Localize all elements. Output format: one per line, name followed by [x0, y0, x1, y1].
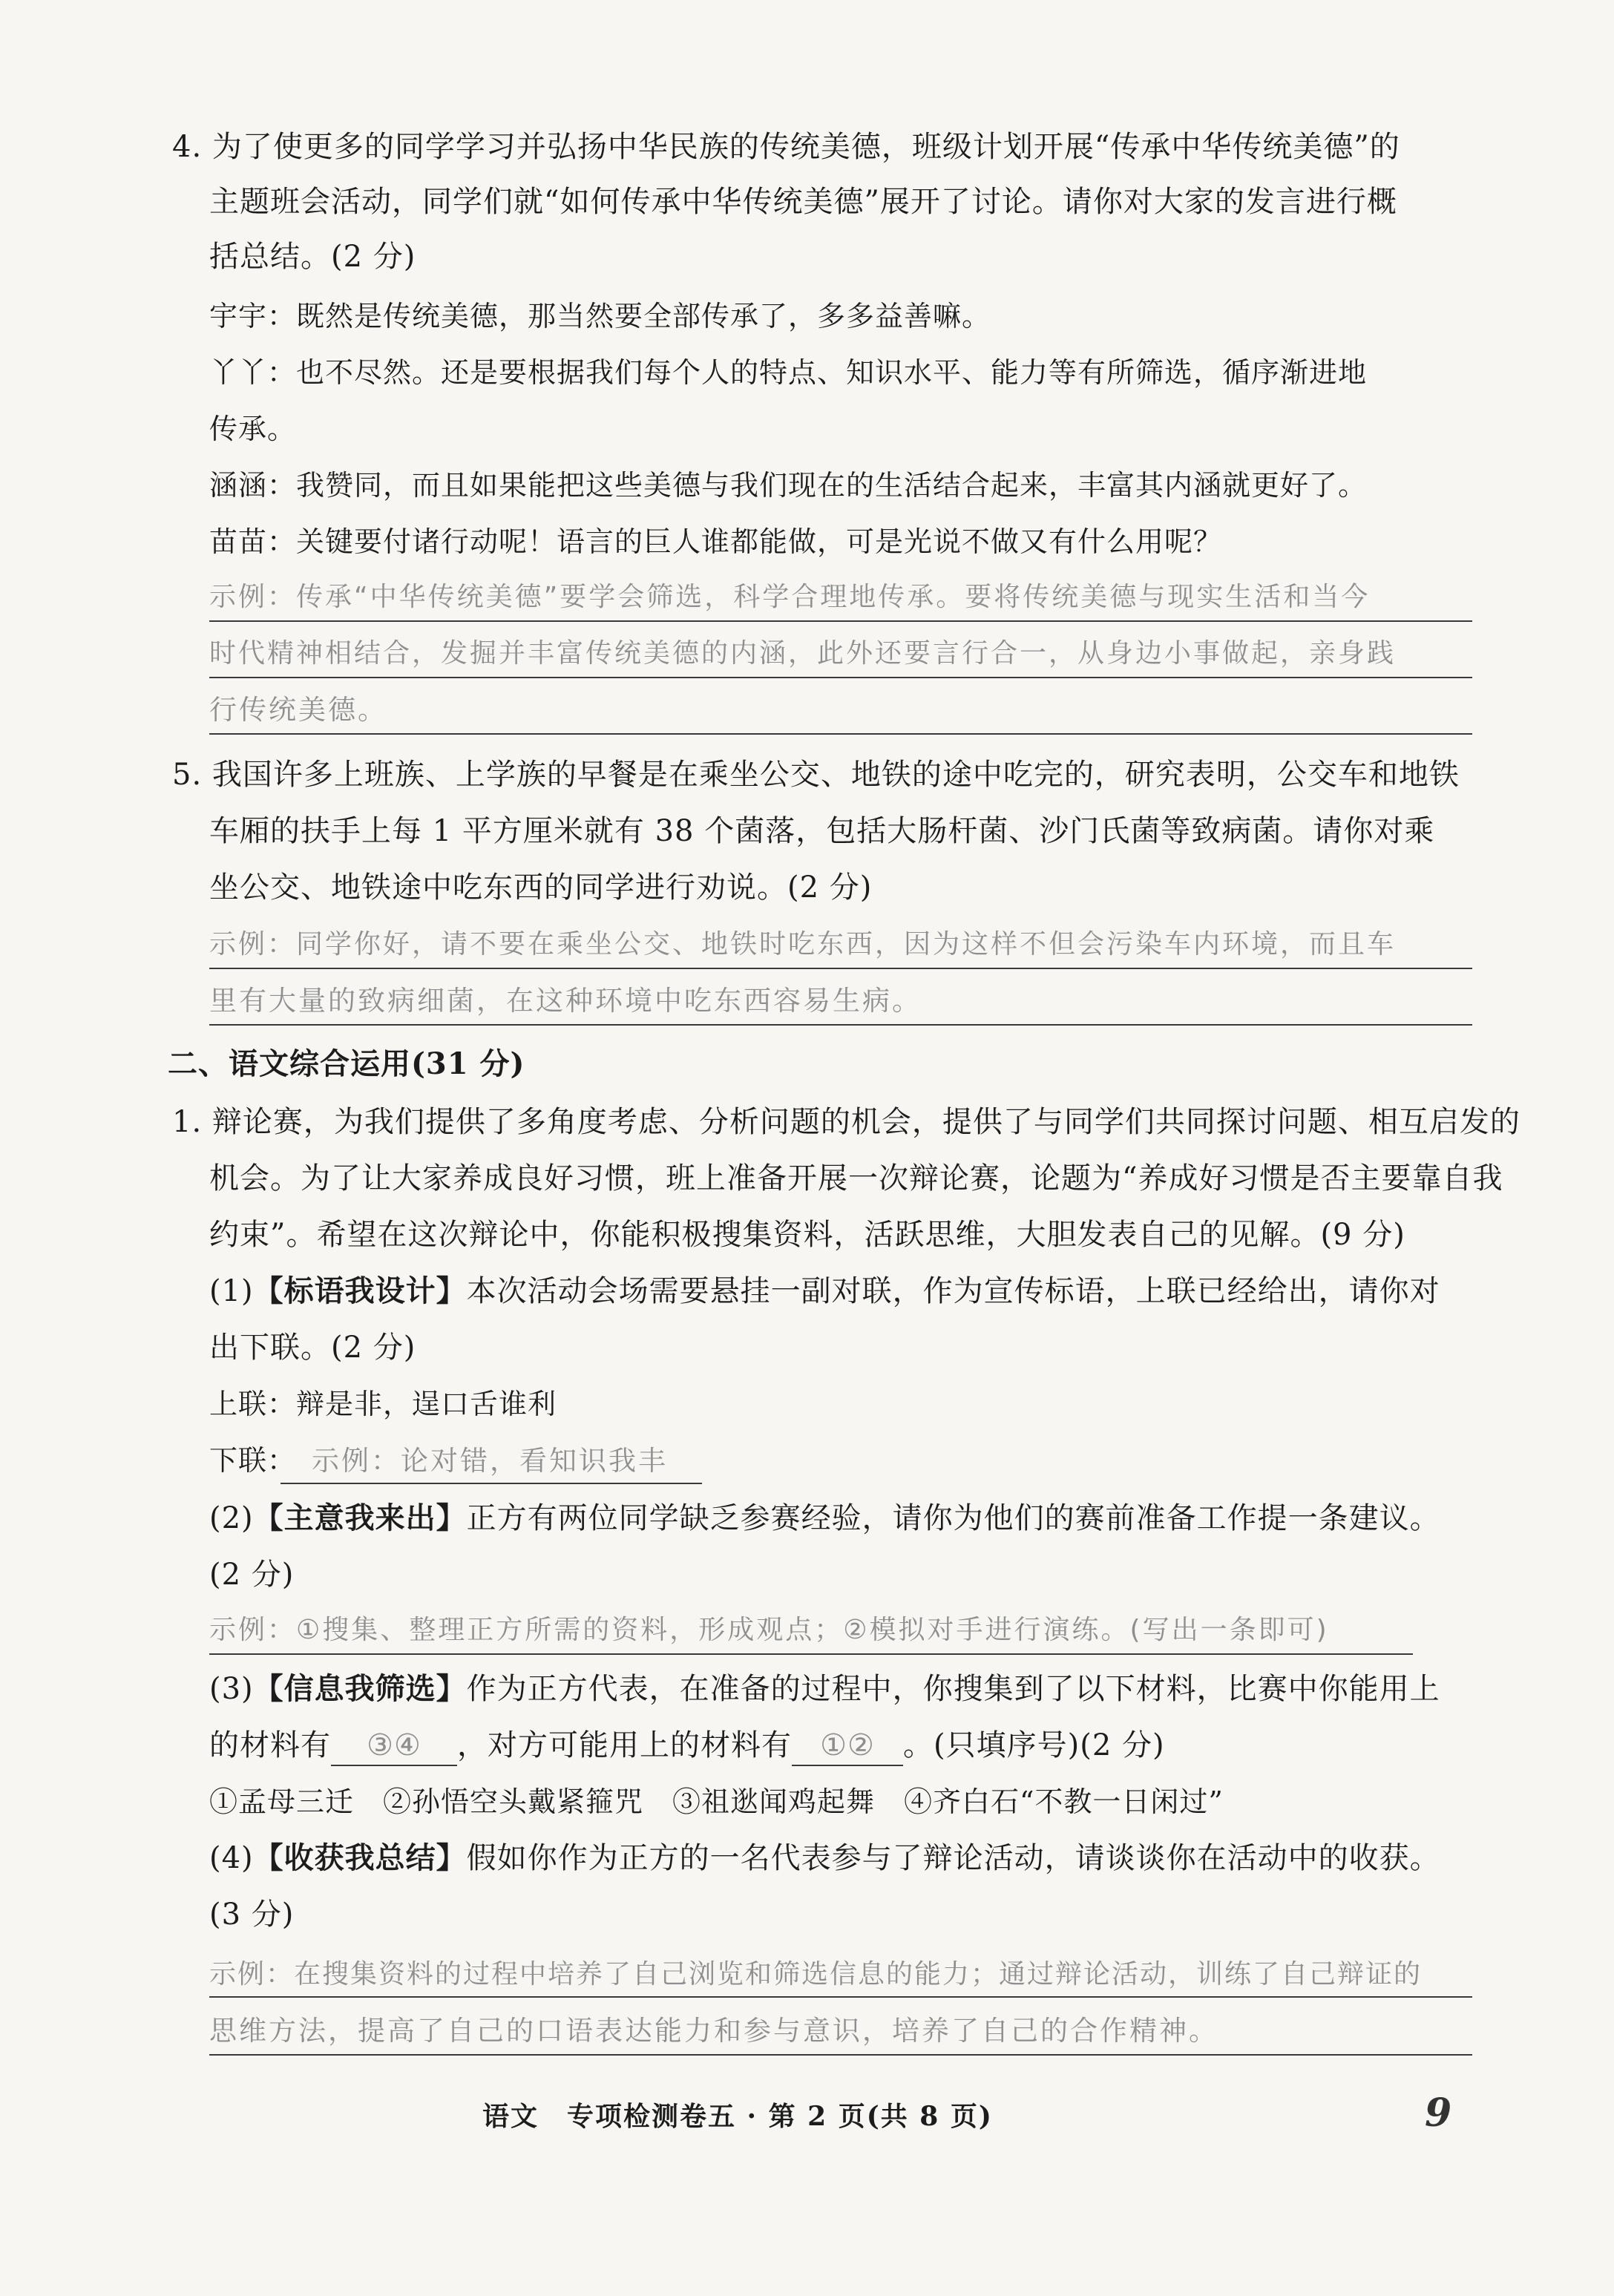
q5-answer-rule-2 [209, 1024, 1472, 1026]
s2q1-part3-blanks [209, 1726, 1165, 1766]
s2q1-part1-prompt [209, 1272, 1440, 1311]
q4-dialog-hanhan: 涵涵：我赞同，而且如果能把这些美德与我们现在的生活结合起来，丰富其内涵就更好了。 [209, 469, 1368, 502]
s2q1-part4-prompt [209, 1839, 1440, 1877]
part2-number: (2) [209, 1501, 254, 1535]
q4-answer-line-3: 行传统美德。 [209, 694, 387, 726]
q4-line-3: 括总结。(2 分) [209, 240, 416, 274]
page-number: 9 [1425, 2090, 1452, 2136]
s2q1-part2-prompt [209, 1499, 1440, 1538]
part2-text: 正方有两位同学缺乏参赛经验，请你为他们的赛前准备工作提一条建议。 [466, 1501, 1440, 1535]
part4-answer-rule-1 [209, 1996, 1472, 1998]
q4-answer-rule-1 [209, 620, 1472, 622]
part1-tag: 【标语我设计】 [253, 1273, 467, 1308]
part1-text: 本次活动会场需要悬挂一副对联，作为宣传标语，上联已经给出，请你对 [466, 1274, 1440, 1308]
part3-text-c: 。(只填序号)(2 分) [903, 1728, 1165, 1762]
page-footer: 语文 专项检测卷五 · 第 2 页(共 8 页) [482, 2101, 993, 2132]
part2-answer-rule [209, 1653, 1413, 1655]
q4-answer-rule-3 [209, 733, 1472, 735]
q4-dialog-yaya-cont: 传承。 [209, 413, 297, 445]
part4-answer-line-2: 思维方法，提高了自己的口语表达能力和参与意识，培养了自己的合作精神。 [209, 2015, 1218, 2047]
q4-line-1: 4. 为了使更多的同学学习并弘扬中华民族的传统美德，班级计划开展“传承中华传统美德”的 [172, 130, 1400, 164]
part4-answer-line-1: 示例：在搜集资料的过程中培养了自己浏览和筛选信息的能力；通过辩论活动，训练了自己辩证的 [209, 1959, 1423, 1990]
part3-text-b: ，对方可能用上的材料有 [457, 1728, 792, 1762]
part3-text: 作为正方代表，在准备的过程中，你搜集到了以下材料，比赛中你能用上 [466, 1672, 1440, 1706]
part4-tag: 【收获我总结】 [253, 1840, 467, 1875]
q5-answer-rule-1 [209, 968, 1472, 969]
q4-dialog-miaomiao: 苗苗：关键要付诸行动呢！语言的巨人谁都能做，可是光说不做又有什么用呢？ [209, 525, 1223, 558]
part4-number: (4) [209, 1841, 254, 1875]
q5-line-3: 坐公交、地铁途中吃东西的同学进行劝说。(2 分) [209, 870, 873, 905]
q4-line-2: 主题班会活动，同学们就“如何传承中华传统美德”展开了讨论。请你对大家的发言进行概 [209, 185, 1397, 219]
couplet-lower-label: 下联： [209, 1444, 297, 1477]
part3-number: (3) [209, 1672, 254, 1706]
part2-tag: 【主意我来出】 [253, 1500, 467, 1535]
s2q1-intro-3: 约束”。希望在这次辩论中，你能积极搜集资料，活跃思维，大胆发表自己的见解。(9 分) [209, 1218, 1405, 1252]
couplet-lower-rule [281, 1483, 702, 1484]
couplet-lower-answer: 示例：论对错，看知识我丰 [312, 1445, 668, 1477]
q5-line-2: 车厢的扶手上每 1 平方厘米就有 38 个菌落，包括大肠杆菌、沙门氏菌等致病菌。请你对乘 [209, 814, 1435, 848]
s2q1-part4-prompt-cont: (3 分) [209, 1898, 295, 1932]
part4-text: 假如你作为正方的一名代表参与了辩论活动，请谈谈你在活动中的收获。 [466, 1841, 1440, 1875]
q4-answer-line-1: 示例：传承“中华传统美德”要学会筛选，科学合理地传承。要将传统美德与现实生活和当今 [209, 582, 1371, 612]
q4-dialog-yaya: 丫丫：也不尽然。还是要根据我们每个人的特点、知识水平、能力等有所筛选，循序渐进地 [209, 356, 1368, 389]
s2q1-intro-2: 机会。为了让大家养成良好习惯，班上准备开展一次辩论赛，论题为“养成好习惯是否主要靠自我 [209, 1161, 1503, 1195]
part3-text-a: 的材料有 [209, 1728, 331, 1762]
part3-tag: 【信息我筛选】 [253, 1671, 467, 1706]
couplet-upper: 上联：辩是非，逞口舌谁利 [209, 1388, 557, 1420]
q4-answer-line-2: 时代精神相结合，发掘并丰富传统美德的内涵，此外还要言行合一，从身边小事做起，亲身践 [209, 638, 1397, 669]
q5-line-1: 5. 我国许多上班族、上学族的早餐是在乘坐公交、地铁的途中吃完的，研究表明，公交车和地铁 [172, 758, 1460, 792]
part2-answer: 示例：①搜集、整理正方所需的资料，形成观点；②模拟对手进行演练。(写出一条即可) [209, 1615, 1329, 1645]
s2q1-part3-prompt [209, 1670, 1440, 1708]
q4-dialog-yuyu: 宇宇：既然是传统美德，那当然要全部传承了，多多益善嘛。 [209, 300, 991, 332]
part3-options: ①孟母三迁 ②孙悟空头戴紧箍咒 ③祖逖闻鸡起舞 ④齐白石“不教一日闲过” [209, 1785, 1224, 1818]
part3-blank-opponent: ①② [792, 1726, 903, 1766]
part3-blank-own: ③④ [331, 1726, 457, 1766]
section-2-heading: 二、语文综合运用(31 分) [168, 1046, 525, 1081]
s2q1-intro-1: 1. 辩论赛，为我们提供了多角度考虑、分析问题的机会，提供了与同学们共同探讨问题、相互启发的 [172, 1105, 1520, 1139]
q5-answer-line-2: 里有大量的致病细菌，在这种环境中吃东西容易生病。 [209, 985, 922, 1017]
part4-answer-rule-2 [209, 2054, 1472, 2056]
s2q1-part1-prompt-cont: 出下联。(2 分) [209, 1331, 416, 1365]
part1-number: (1) [209, 1274, 254, 1308]
q4-answer-rule-2 [209, 677, 1472, 678]
s2q1-part2-prompt-cont: (2 分) [209, 1558, 295, 1592]
q5-answer-line-1: 示例：同学你好，请不要在乘坐公交、地铁时吃东西，因为这样不但会污染车内环境，而且车 [209, 929, 1397, 960]
